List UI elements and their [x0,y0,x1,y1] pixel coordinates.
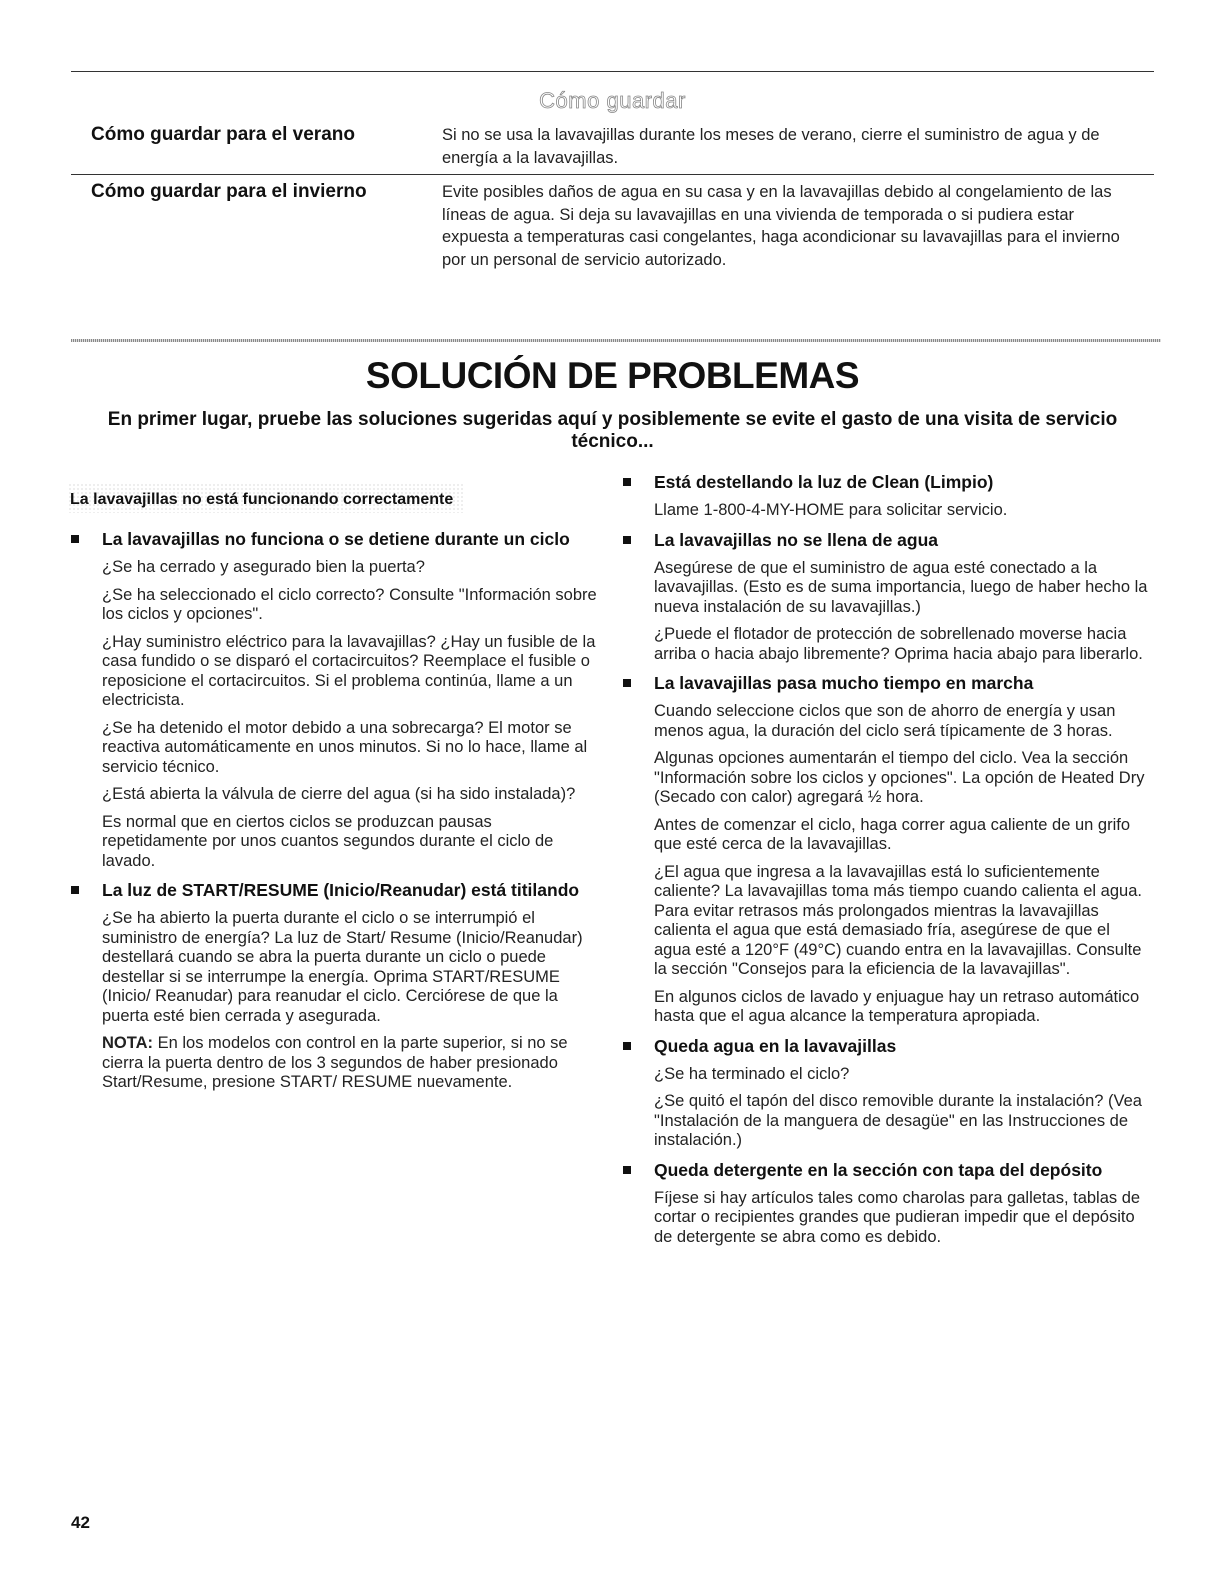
section-heading: La lavavajillas no está funcionando correctamente [68,483,463,513]
storage-row-text: Evite posibles daños de agua en su casa y en la lavavajillas debido al congelamiento de las líneas de agua. Si deja su lavavajillas en una vivienda de temporada o si pudiera estar expuesta a temperaturas casi congelantes, haga acondicionar su lavavajillas para el invierno por un personal de servicio autorizado. [442,183,1120,269]
page-subtitle: En primer lugar, pruebe las soluciones sugeridas aquí y posiblemente se evite el gasto de una visita de servicio técnico... [107,409,1118,452]
problem-text: Asegúrese de que el suministro de agua esté conectado a la lavavajillas. (Esto es de suma importancia, luego de haber hecho la nueva instalación de su lavavajillas.) [654,558,1148,616]
problem-text: ¿Puede el flotador de protección de sobrellenado moverse hacia arriba o hacia abajo libremente? Oprima hacia abajo para liberarlo. [654,625,1143,663]
right-column [620,472,1150,1256]
problem-text: Fíjese si hay artículos tales como charolas para galletas, tablas de cortar o recipientes grandes que pudieran impedir que el depósito de detergente se abra como es debido. [654,1188,1141,1246]
bullet-icon [623,679,631,687]
problem-title: La lavavajillas no se llena de agua [654,529,939,550]
problem-text: ¿Se ha terminado el ciclo? [654,1064,850,1083]
problem-item [620,1160,1150,1248]
problem-item [68,529,598,871]
section-divider [71,339,1161,342]
problem-text: ¿Se ha seleccionado el ciclo correcto? Consulte "Información sobre los ciclos y opciones". [102,585,597,623]
problem-text: ¿Se ha detenido el motor debido a una sobrecarga? El motor se reactiva automáticamente en unos minutos. Si no lo hace, llame al servicio técnico. [102,718,588,776]
problem-text: ¿Se ha cerrado y asegurado bien la puerta? [102,558,425,576]
problem-title: La lavavajillas pasa mucho tiempo en marcha [654,673,1034,693]
problem-title: Queda detergente en la sección con tapa del depósito [654,1159,1103,1180]
problem-text: En algunos ciclos de lavado y enjuague hay un retraso automático hasta que el agua alcance la temperatura apropiada. [654,987,1140,1025]
bullet-icon [623,478,631,486]
problem-text: ¿El agua que ingresa a la lavavajillas está lo suficientemente caliente? La lavavajillas toma más tiempo cuando calienta el agua. Para evitar retrasos más prolongados mientras la lavavajillas calienta el agua que está demasiado fría, asegúrese de que el agua esté a 120°F (49°C) cuando entra en la lavavajillas. Consulte la sección "Consejos para la eficiencia de la lavavajillas". [654,862,1142,978]
note-paragraph [102,1034,598,1093]
problem-item [68,880,598,1093]
storage-row-text: Si no se usa la lavavajillas durante los meses de verano, cierre el suministro de agua y de energía a la lavavajillas. [442,126,1100,167]
storage-row-divider [71,174,1154,175]
problem-text: ¿Hay suministro eléctrico para la lavavajillas? ¿Hay un fusible de la casa fundido o se disparó el cortacircuitos? Reemplace el fusible o reposicione el cortacircuitos. Si el problema continúa, llame a un electricista. [102,632,596,709]
problem-title: Queda agua en la lavavajillas [654,1035,897,1056]
problem-item [620,472,1150,521]
bullet-icon [71,535,79,543]
bullet-icon [71,886,79,894]
top-rule [71,71,1154,72]
problem-text: Algunas opciones aumentarán el tiempo del ciclo. Vea la sección "Información sobre los ciclos y opciones". La opción de Heated Dry (Secado con calor) agregará ½ hora. [654,749,1145,806]
note-text: En los modelos con control en la parte superior, si no se cierra la puerta dentro de los 3 segundos de haber presionado Start/Resume, presione START/ RESUME nuevamente. [102,1034,568,1091]
storage-row-label: Cómo guardar para el verano [91,124,355,145]
problem-text: ¿Se quitó el tapón del disco removible durante la instalación? (Vea "Instalación de la manguera de desagüe" en las Instrucciones de instalación.) [654,1092,1142,1149]
storage-row-label: Cómo guardar para el invierno [91,181,367,202]
problem-item [620,673,1150,1027]
problem-item [620,530,1150,665]
problem-title: La lavavajillas no funciona o se detiene durante un ciclo [102,529,570,549]
page-title: SOLUCIÓN DE PROBLEMAS [365,355,860,396]
problem-text: ¿Se ha abierto la puerta durante el ciclo o se interrumpió el suministro de energía? La luz de Start/ Resume (Inicio/Reanudar) destellará cuando se abra la puerta durante un ciclo o puede destellar si se interrumpe la energía. Oprima START/RESUME (Inicio/ Reanudar) para reanudar el ciclo. Cerciórese de que la puerta esté bien cerrada y asegurada. [102,909,583,1025]
problem-text: Cuando seleccione ciclos que son de ahorro de energía y usan menos agua, la duración del ciclo será típicamente de 3 horas. [654,702,1116,740]
problem-title: Está destellando la luz de Clean (Limpio) [654,472,994,492]
note-label: NOTA: [102,1034,154,1052]
problem-item [620,1036,1150,1151]
problem-title: La luz de START/RESUME (Inicio/Reanudar) está titilando [102,880,580,900]
bullet-icon [623,536,631,544]
page-number: 42 [71,1513,90,1532]
left-column [68,483,598,1102]
bullet-icon [623,1166,631,1174]
bullet-icon [623,1042,631,1050]
problem-text: Llame 1-800-4-MY-HOME para solicitar servicio. [654,501,1008,519]
problem-text: Antes de comenzar el ciclo, haga correr agua caliente de un grifo que esté cerca de la lavavajillas. [654,815,1131,853]
storage-section-title: Cómo guardar [539,88,686,113]
problem-text: ¿Está abierta la válvula de cierre del agua (si ha sido instalada)? [102,785,576,803]
problem-text: Es normal que en ciertos ciclos se produzcan pausas repetidamente por unos cuantos segundos durante el ciclo de lavado. [102,812,554,870]
